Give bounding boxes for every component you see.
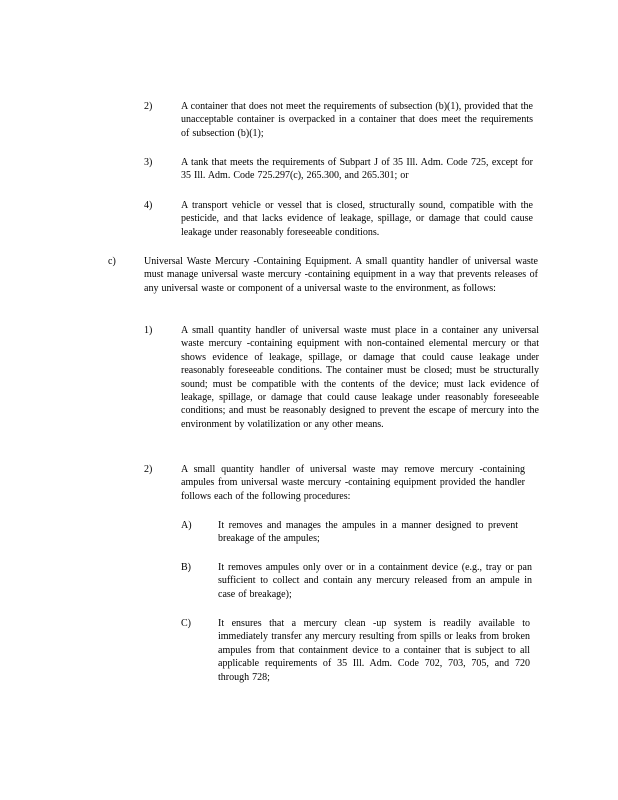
item-number-label: 3) (144, 157, 153, 168)
item-number-label: 2) (144, 101, 153, 112)
subitem-paragraph: It ensures that a mercury clean -up system is readily available to immediately transfer any mercury resulting from spills or leaks from broken ampules from that containment device to a container that is subject to all applicable requirements of 35 Ill. Adm. Code 702, 703, 705, and 720 through 728; (218, 618, 530, 683)
item-paragraph: A transport vehicle or vessel that is closed, structurally sound, compatible with the pesticide, and that lacks evidence of leakage, spillage, or damage that could cause leakage under reasonably foreseeable conditions. (181, 200, 533, 238)
section-letter-label: c) (108, 256, 116, 267)
subitem-letter-label: A) (181, 520, 192, 531)
subitem-letter-label: C) (181, 618, 191, 629)
item-paragraph: A small quantity handler of universal waste must place in a container any universal waste mercury -containing equipment with non-contained elemental mercury or that shows evidence of leakage, spillage, or damage that could cause leakage under reasonably foreseeable conditions. The container must be closed; must be structurally sound; must be compatible with the contents of the device; must lack evidence of leakage, spillage, or damage that could cause leakage under reasonably foreseeable conditions; and must be reasonably designed to prevent the escape of mercury into the environment by volatilization or any other means. (181, 325, 539, 430)
item-number-label: 2) (144, 464, 153, 475)
subitem-paragraph: It removes ampules only over or in a containment device (e.g., tray or pan sufficient to collect and contain any mercury released from an ampule in case of breakage); (218, 562, 532, 600)
item-paragraph: A tank that meets the requirements of Subpart J of 35 Ill. Adm. Code 725, except for 35 Ill. Adm. Code 725.297(c), 265.300, and 265.301; or (181, 157, 533, 182)
item-paragraph: A small quantity handler of universal waste may remove mercury -containing ampules from universal waste mercury -containing equipment provided the handler follows each of the following procedures: (181, 464, 525, 502)
subitem-letter-label: B) (181, 562, 191, 573)
section-paragraph: Universal Waste Mercury -Containing Equipment. A small quantity handler of universal waste must manage universal waste mercury -containing equipment in a way that prevents releases of any universal waste or component of a universal waste to the environment, as follows: (144, 256, 538, 294)
subitem-paragraph: It removes and manages the ampules in a manner designed to prevent breakage of the ampules; (218, 520, 518, 545)
item-number-label: 4) (144, 200, 153, 211)
item-number-label: 1) (144, 325, 153, 336)
item-paragraph: A container that does not meet the requirements of subsection (b)(1), provided that the unacceptable container is overpacked in a container that does meet the requirements of subsection (b)(1); (181, 101, 533, 139)
